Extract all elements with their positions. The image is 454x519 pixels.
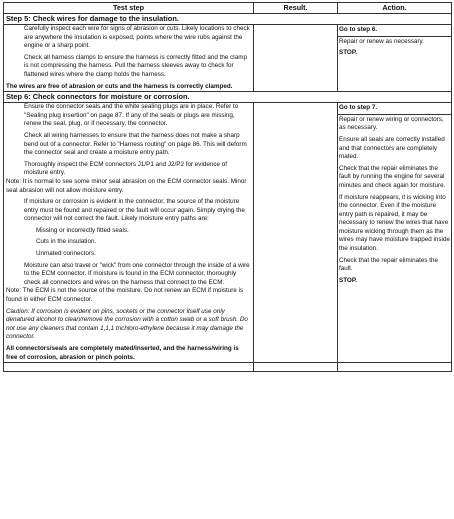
step6-note-1: Note: It is normal to see some minor seal abrasion on the ECM connector seals. Minor seal abrasion will not allow moisture entry. (6, 177, 247, 194)
step6-procedure (4, 103, 254, 363)
troubleshooting-table-page (3, 2, 451, 372)
step6-paragraph-4: If moisture or corrosion is evident in the connector, the source of the moisture entry must be found and repaired or the fault will occur again. Simply drying the connector will not correct the fault. Likely moisture entry paths are: (24, 198, 245, 223)
step6-title-row (4, 92, 452, 103)
empty-cell (338, 363, 452, 372)
step5-title: Step 5: Check wires for damage to the insulation. (4, 14, 452, 25)
step5-criterion: The wires are free of abrasion or cuts and the harness is correctly clamped. (6, 82, 233, 90)
step6-list-item: Missing or incorrectly fitted seals. (36, 226, 129, 234)
empty-cell (254, 363, 338, 372)
step5-action-no (338, 37, 451, 59)
step6-action-eliminates: Check that the repair eliminates the fault. (339, 256, 439, 273)
step6-stop: STOP. (339, 276, 357, 284)
header-action: Action. (338, 3, 452, 14)
step5-paragraph-2: Check all harness clamps to ensure the harness is correctly fitted and the clamp is not compressing the harness. Pull the harness sleeves away to check for flattened wires where the clamp holds the harness. (24, 53, 247, 78)
step6-paragraph-1: Ensure the connector seals and the white sealing plugs are in place. Refer to "Sealing plug insertion" on page 87. If any of the seals or plugs are missing, renew the seal, plug, or if necessary, the connector. (24, 103, 239, 128)
step5-action-yes (338, 25, 451, 37)
step6-action-no (338, 115, 451, 287)
step6-go-to-step-7: Go to step 7. (339, 104, 378, 112)
step6-action-yes (338, 103, 451, 115)
step6-action-seals: Ensure all seals are correctly installed and that connectors are completely mated. (339, 135, 445, 161)
step6-list-item: Cuts in the insulation. (36, 238, 97, 246)
step5-action-cell (338, 25, 452, 92)
empty-cell (4, 363, 254, 372)
header-result: Result. (254, 3, 338, 14)
step5-result-cell (254, 25, 338, 92)
step5-body-row (4, 25, 452, 92)
step5-go-to-step-6: Go to step 6. (339, 26, 378, 33)
step6-criterion: All connectors/seals are completely mated/inserted, and the harness/wiring is free of corrosion, abrasion or pinch points. (6, 345, 239, 361)
step6-note-2: Note: The ECM is not the source of the moisture. Do not renew an ECM if moisture is found in either ECM connector. (6, 287, 244, 304)
step6-caution: Caution: If corrosion is evident on pins, sockets or the connector itself use only denatured alcohol to clean/remove the corrosion with a cotton swab or a soft brush. Do not use any cleaners that contain 1,1,1 trichloro-ethylene because it may damage the connector. (6, 307, 248, 341)
step6-action-repair: Repair or renew wiring or connectors, as necessary. (339, 115, 444, 132)
troubleshooting-table (3, 2, 452, 372)
step5-title-row (4, 14, 452, 25)
step5-procedure (4, 25, 254, 92)
header-test-step: Test step (4, 3, 254, 14)
step6-action-cell (338, 103, 452, 363)
step6-paragraph-5: Moisture can also travel or "wick" from one connector through the inside of a wire to the ECM connector. If moisture is found in the ECM connector, thoroughly check all connectors and wires on the harness that connect to the ECM. (24, 261, 250, 286)
step6-action-wicking: If moisture reappears, it is wicking into the connector. Even if the moisture entry path is repaired, it may be necessary to renew the wires that have moisture wicking through them as the wires may have moisture trapped inside the insulation. (339, 193, 450, 253)
step6-result-cell (254, 103, 338, 363)
step6-body-row (4, 103, 452, 363)
step6-action-check-repair: Check that the repair eliminates the fault by running the engine for several minutes and check again for moisture. (339, 164, 446, 189)
table-header-row (4, 3, 452, 14)
step6-paragraph-2: Check all wiring harnesses to ensure that the harness does not make a sharp bend out of a connector. Refer to "Harness routing" on page 86. This will deform the connector seal and create a moisture entry path. (24, 131, 247, 157)
step5-paragraph-1: Carefully inspect each wire for signs of abrasion or cuts. Likely locations to check are anywhere the insulation is exposed, points where the wire rubs against the engine or a sharp point. (24, 25, 250, 50)
step5-stop: STOP. (339, 49, 357, 57)
step6-title: Step 6: Check connectors for moisture or corrosion. (4, 92, 452, 103)
step5-repair-text: Repair or renew as necessary. (339, 37, 424, 45)
table-bottom-row (4, 363, 452, 372)
step6-paragraph-3: Thoroughly inspect the ECM connectors J1/P1 and J2/P2 for evidence of moisture entry. (24, 160, 228, 177)
step6-list-item: Unmated connectors. (36, 250, 96, 258)
